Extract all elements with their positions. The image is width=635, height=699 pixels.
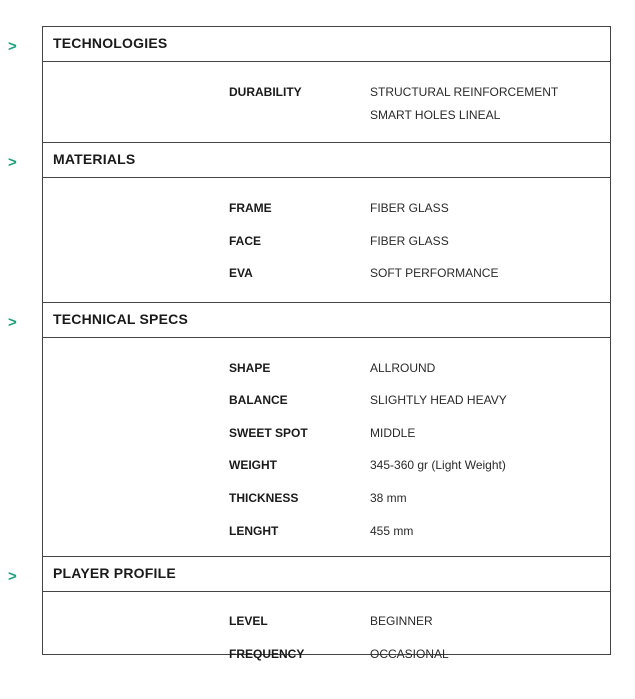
spec-value: SLIGHTLY HEAD HEAVY xyxy=(370,393,507,407)
spec-value: 345-360 gr (Light Weight) xyxy=(370,458,506,472)
section-header-player-profile[interactable] xyxy=(42,556,611,592)
spec-label: BALANCE xyxy=(229,393,288,407)
spec-label: SHAPE xyxy=(229,361,271,375)
spec-value: 38 mm xyxy=(370,491,407,505)
spec-value: 455 mm xyxy=(370,524,414,538)
spec-value: STRUCTURAL REINFORCEMENT xyxy=(370,85,559,99)
spec-value: BEGINNER xyxy=(370,614,433,628)
spec-row-frequency xyxy=(229,646,609,666)
section-title: TECHNOLOGIES xyxy=(53,35,168,51)
spec-label: LENGHT xyxy=(229,524,279,538)
spec-row-weight xyxy=(229,457,609,477)
section-header-technologies[interactable] xyxy=(42,26,611,62)
spec-value: FIBER GLASS xyxy=(370,234,449,248)
materials-expand-chevron-icon[interactable]: > xyxy=(8,154,17,171)
spec-label: THICKNESS xyxy=(229,491,299,505)
spec-row-eva xyxy=(229,265,609,285)
spec-row-balance xyxy=(229,392,609,412)
spec-value: FIBER GLASS xyxy=(370,201,449,215)
spec-row-durability xyxy=(229,84,609,104)
spec-value: ALLROUND xyxy=(370,361,436,375)
section-header-materials[interactable] xyxy=(42,142,611,178)
spec-row-sweet-spot xyxy=(229,425,609,445)
spec-row-shape xyxy=(229,360,609,380)
spec-row-length xyxy=(229,523,609,543)
spec-row-thickness xyxy=(229,490,609,510)
spec-label: SWEET SPOT xyxy=(229,426,308,440)
spec-label: WEIGHT xyxy=(229,458,277,472)
spec-label: FRAME xyxy=(229,201,272,215)
spec-value: MIDDLE xyxy=(370,426,416,440)
spec-row-frame xyxy=(229,200,609,220)
section-title: PLAYER PROFILE xyxy=(53,565,176,581)
spec-label: FREQUENCY xyxy=(229,647,305,661)
section-title: MATERIALS xyxy=(53,151,136,167)
technical-specs-expand-chevron-icon[interactable]: > xyxy=(8,314,17,331)
section-title: TECHNICAL SPECS xyxy=(53,311,188,327)
technologies-expand-chevron-icon[interactable]: > xyxy=(8,38,17,55)
spec-row-durability-2 xyxy=(229,107,609,127)
spec-value: OCCASIONAL xyxy=(370,647,449,661)
spec-label: LEVEL xyxy=(229,614,268,628)
spec-value: SOFT PERFORMANCE xyxy=(370,266,499,280)
spec-label: DURABILITY xyxy=(229,85,302,99)
spec-label: FACE xyxy=(229,234,262,248)
player-profile-expand-chevron-icon[interactable]: > xyxy=(8,568,17,585)
spec-row-face xyxy=(229,233,609,253)
section-header-technical-specs[interactable] xyxy=(42,302,611,338)
spec-row-level xyxy=(229,613,609,633)
spec-value: SMART HOLES LINEAL xyxy=(370,108,501,122)
spec-label: EVA xyxy=(229,266,253,280)
